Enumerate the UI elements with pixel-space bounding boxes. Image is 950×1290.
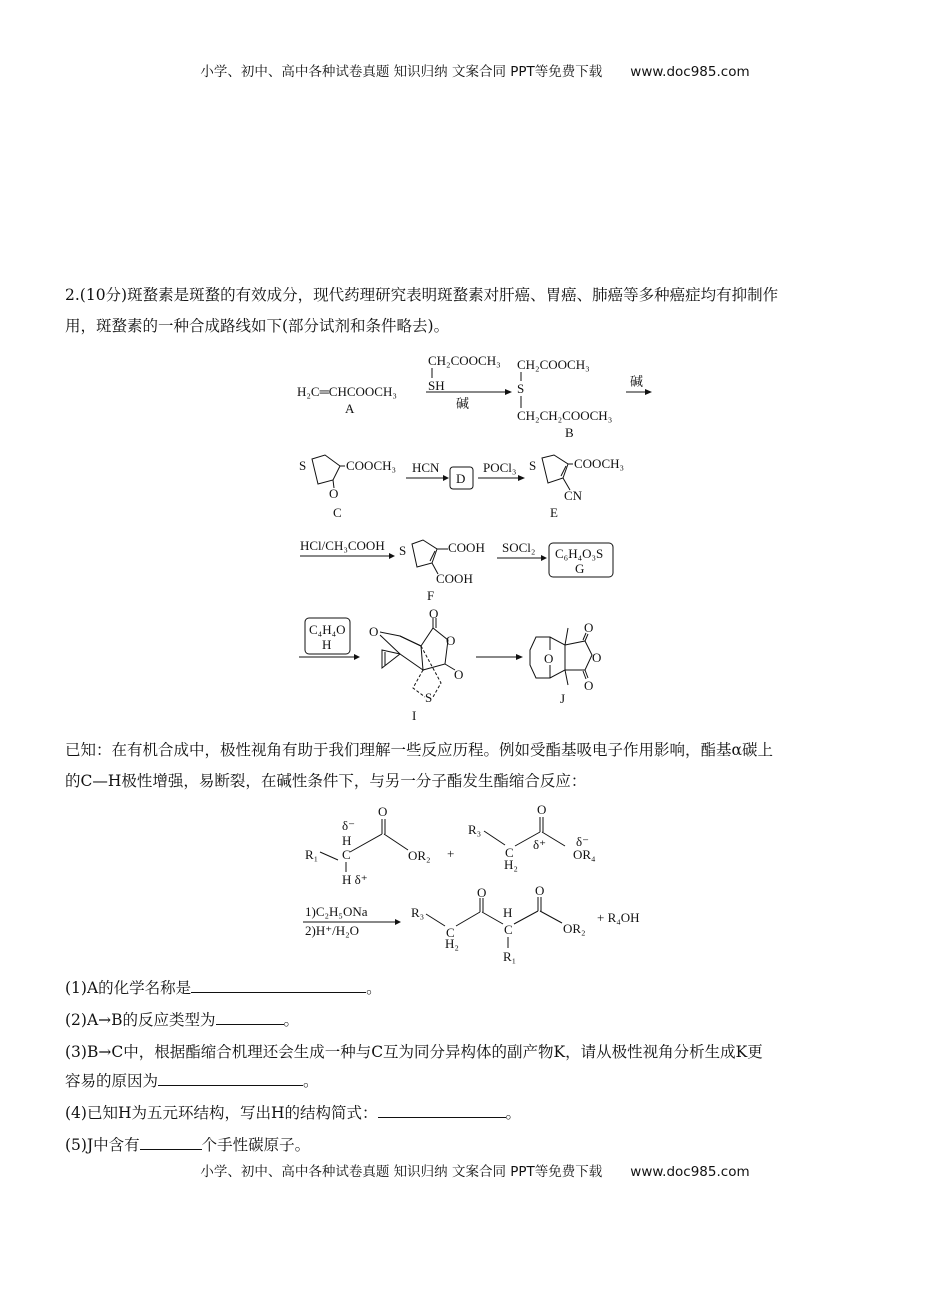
subquestion-2 [65, 1010, 299, 1030]
mech-r3: R₃ [468, 822, 482, 837]
mech-condition-2: 2)H⁺/H₂O [305, 923, 359, 938]
reagent4: POCl₃ [483, 460, 517, 475]
product-r1: R₁ [503, 949, 517, 964]
compound-d-label: D [456, 471, 466, 486]
product-c1: C [446, 925, 455, 940]
mech-h-top: H [342, 833, 352, 848]
mech-c1: C [342, 847, 351, 862]
footer-text: 小学、初中、高中各种试卷真题 知识归纳 文案合同 PPT等免费下载 [200, 1164, 603, 1180]
compound-i-s: S [425, 690, 433, 705]
product-r3: R₃ [411, 905, 425, 920]
product-or2: OR₂ [563, 921, 586, 936]
mech-o2: O [537, 802, 547, 817]
compound-i-o-carbonyl-1: O [429, 606, 439, 621]
product-h2: H₂ [445, 936, 459, 951]
product-r4oh: + R₄OH [597, 910, 640, 925]
reagent2-base: 碱 [630, 374, 644, 389]
compound-a-label: A [345, 401, 355, 416]
compound-j-o-carbonyl-2: O [584, 678, 594, 693]
subquestion-1 [65, 978, 382, 998]
compound-b-bottom: CH₂CH₂COOCH₃ [517, 408, 613, 423]
known-line1: 已知：在有机合成中，极性视角有助于我们理解一些反应历程。例如受酯基吸电子作用影响，酯基α碳上 [65, 741, 773, 759]
mech-h-bottom: H δ⁺ [342, 872, 368, 887]
reagent1-base: 碱 [456, 396, 470, 411]
reagent1-sh: SH [428, 378, 445, 393]
compound-f-substituent-2: COOH [436, 571, 473, 586]
subquestion-2-end: 。 [283, 1011, 300, 1029]
product-o1: O [477, 885, 487, 900]
compound-g-label: G [575, 561, 585, 576]
subquestion-4-end: 。 [505, 1104, 522, 1122]
subquestion-3-end: 。 [303, 1072, 319, 1090]
compound-e-substituent-ester: COOCH₃ [574, 456, 625, 471]
reagent6: SOCl₂ [502, 540, 536, 555]
reagent5: HCl/CH₃COOH [300, 538, 385, 553]
compound-j-o-ring: O [592, 650, 602, 665]
compound-c-s: S [299, 458, 307, 473]
compound-i-o-ring: O [446, 633, 456, 648]
footer-url[interactable]: www.doc985.com [630, 1164, 750, 1180]
subquestion-4 [65, 1103, 521, 1123]
answer-blank-3[interactable] [158, 1071, 303, 1086]
page-footer [0, 1160, 950, 1180]
compound-c-label: C [333, 505, 342, 520]
mech-h2: H₂ [504, 857, 518, 872]
compound-h-formula: C₄H₄O [309, 622, 346, 637]
answer-blank-4[interactable] [378, 1103, 506, 1118]
compound-a-formula: H₂C═CHCOOCH₃ [297, 384, 397, 399]
compound-e-substituent-cn: CN [564, 488, 583, 503]
answer-blank-1[interactable] [191, 978, 366, 993]
header-url[interactable]: www.doc985.com [630, 64, 750, 80]
product-c2: C [504, 922, 513, 937]
compound-e-label: E [550, 505, 558, 520]
product-o2: O [535, 883, 545, 898]
reagent3: HCN [412, 460, 440, 475]
compound-c-o: O [329, 486, 339, 501]
mech-or4: OR₄ [573, 847, 596, 862]
subquestion-3-text2: 容易的原因为 [65, 1072, 159, 1090]
mech-or2: OR₂ [408, 848, 431, 863]
subquestion-5 [65, 1135, 310, 1155]
header-text: 小学、初中、高中各种试卷真题 知识归纳 文案合同 PPT等免费下载 [200, 64, 603, 80]
compound-h-label: H [322, 637, 332, 652]
compound-e-s: S [529, 458, 537, 473]
compound-c-substituent: COOCH₃ [346, 458, 397, 473]
mech-r1: R₁ [305, 847, 319, 862]
subquestion-5-text: (5)J中含有 [65, 1136, 140, 1154]
reagent1-top: CH₂COOCH₃ [428, 353, 501, 368]
product-h: H [503, 905, 513, 920]
compound-b-top: CH₂COOCH₃ [517, 357, 590, 372]
question-intro-line2: 用，斑蝥素的一种合成路线如下(部分试剂和条件略去)。 [65, 317, 450, 335]
mech-plus: + [447, 846, 455, 861]
compound-j-o-carbonyl-1: O [584, 620, 594, 635]
compound-j-o-bridge: O [544, 651, 554, 666]
compound-i-o-carbonyl-2: O [454, 667, 464, 682]
mech-delta-minus-1: δ⁻ [342, 818, 355, 833]
answer-blank-2[interactable] [216, 1010, 284, 1025]
compound-g-formula: C₆H₄O₃S [555, 546, 604, 561]
compound-f-label: F [427, 588, 435, 603]
mech-condition-1: 1)C₂H₅ONa [305, 904, 368, 919]
answer-blank-5[interactable] [140, 1135, 202, 1150]
known-line2: 的C—H极性增强，易断裂，在碱性条件下，与另一分子酯发生酯缩合反应： [65, 772, 587, 790]
subquestion-5-end: 个手性碳原子。 [201, 1136, 311, 1154]
compound-b-label: B [565, 425, 574, 440]
subquestion-4-text: (4)已知H为五元环结构，写出H的结构简式： [65, 1104, 378, 1122]
subquestion-3-line2 [65, 1071, 319, 1091]
compound-j-label: J [560, 691, 566, 706]
mech-c2: C [505, 845, 514, 860]
question-intro-line1: 2.(10分)斑蝥素是斑蝥的有效成分，现代药理研究表明斑蝥素对肝癌、胃癌、肺癌等多种癌症均有抑制作 [65, 286, 779, 304]
compound-i-o-bridge: O [369, 624, 379, 639]
compound-f-substituent-1: COOH [448, 540, 485, 555]
subquestion-3: (3)B→C中，根据酯缩合机理还会生成一种与C互为同分异构体的副产物K，请从极性视角分析生成K更 [65, 1043, 763, 1061]
subquestion-1-end: 。 [366, 979, 382, 997]
mech-o1: O [378, 804, 388, 819]
subquestion-1-text: (1)A的化学名称是 [65, 979, 192, 997]
compound-f-s: S [399, 543, 407, 558]
compound-b-s: S [517, 381, 525, 396]
subquestion-2-text: (2)A→B的反应类型为 [65, 1011, 216, 1029]
mech-delta-minus-2: δ⁻ [576, 834, 589, 849]
compound-i-label: I [412, 708, 417, 723]
mech-delta-plus: δ⁺ [533, 837, 546, 852]
